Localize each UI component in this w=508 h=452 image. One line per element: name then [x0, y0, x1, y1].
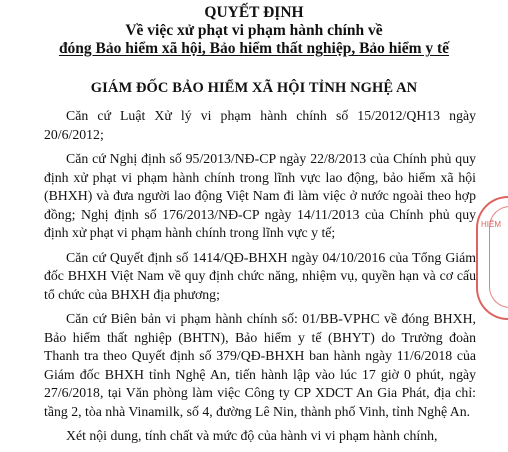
- seal-text: HIỂM: [481, 220, 501, 229]
- legal-basis-paragraph: Căn cứ Luật Xử lý vi phạm hành chính số 15/2012/QH13 ngày 20/6/2012;: [44, 108, 476, 142]
- legal-basis-paragraph: Căn cứ Biên bản vi phạm hành chính số: 01/BB-VPHC về đóng BHXH, Bảo hiểm thất nghiệp (BHTN), Bảo hiểm y tế (BHYT) do Trưởng đoàn Thanh tra theo Quyết định số 379/QĐ-BHXH ban hành ngày 11/6/2018 của Giám đốc BHXH tỉnh Nghệ An, tiến hành lập vào lúc 17 giờ 0 phút, ngày 27/6/2018, tại Văn phòng làm việc Công ty CP XDCT An Gia Phát, địa chỉ: tầng 2, tòa nhà Vinamilk, số 4, đường Lê Nin, thành phố Vinh, tỉnh Nghệ An.: [44, 311, 476, 419]
- authority-heading: GIÁM ĐỐC BẢO HIỂM XÃ HỘI TỈNH NGHỆ AN: [90, 80, 418, 96]
- official-seal-stamp: [476, 196, 508, 320]
- legal-basis-paragraph: Căn cứ Quyết định số 1414/QĐ-BHXH ngày 04/10/2016 của Tổng Giám đốc BHXH Việt Nam về quy định chức năng, nhiệm vụ, quyền hạn và cơ cấu tổ chức của BHXH địa phương;: [44, 249, 476, 302]
- document-subtitle-line-1: Về việc xử phạt vi phạm hành chính về: [125, 22, 383, 39]
- document-subtitle-line-2: đóng Bảo hiểm xã hội, Bảo hiểm thất nghiệp, Bảo hiểm y tế: [58, 40, 450, 57]
- document-title: QUYẾT ĐỊNH: [204, 4, 304, 21]
- consideration-paragraph: Xét nội dung, tính chất và mức độ của hành vi vi phạm hành chính,: [66, 428, 438, 443]
- legal-basis-paragraph: Căn cứ Nghị định số 95/2013/NĐ-CP ngày 22/8/2013 của Chính phủ quy định xử phạt vi phạm hành chính trong lĩnh vực lao động, bảo hiểm xã hội (BHXH) và đưa người lao động Việt Nam đi làm việc ở nước ngoài theo hợp đồng; Nghị định số 176/2013/NĐ-CP ngày 14/11/2013 của Chính phủ quy định xử phạt vi phạm hành chính trong lĩnh vực y tế;: [44, 151, 476, 240]
